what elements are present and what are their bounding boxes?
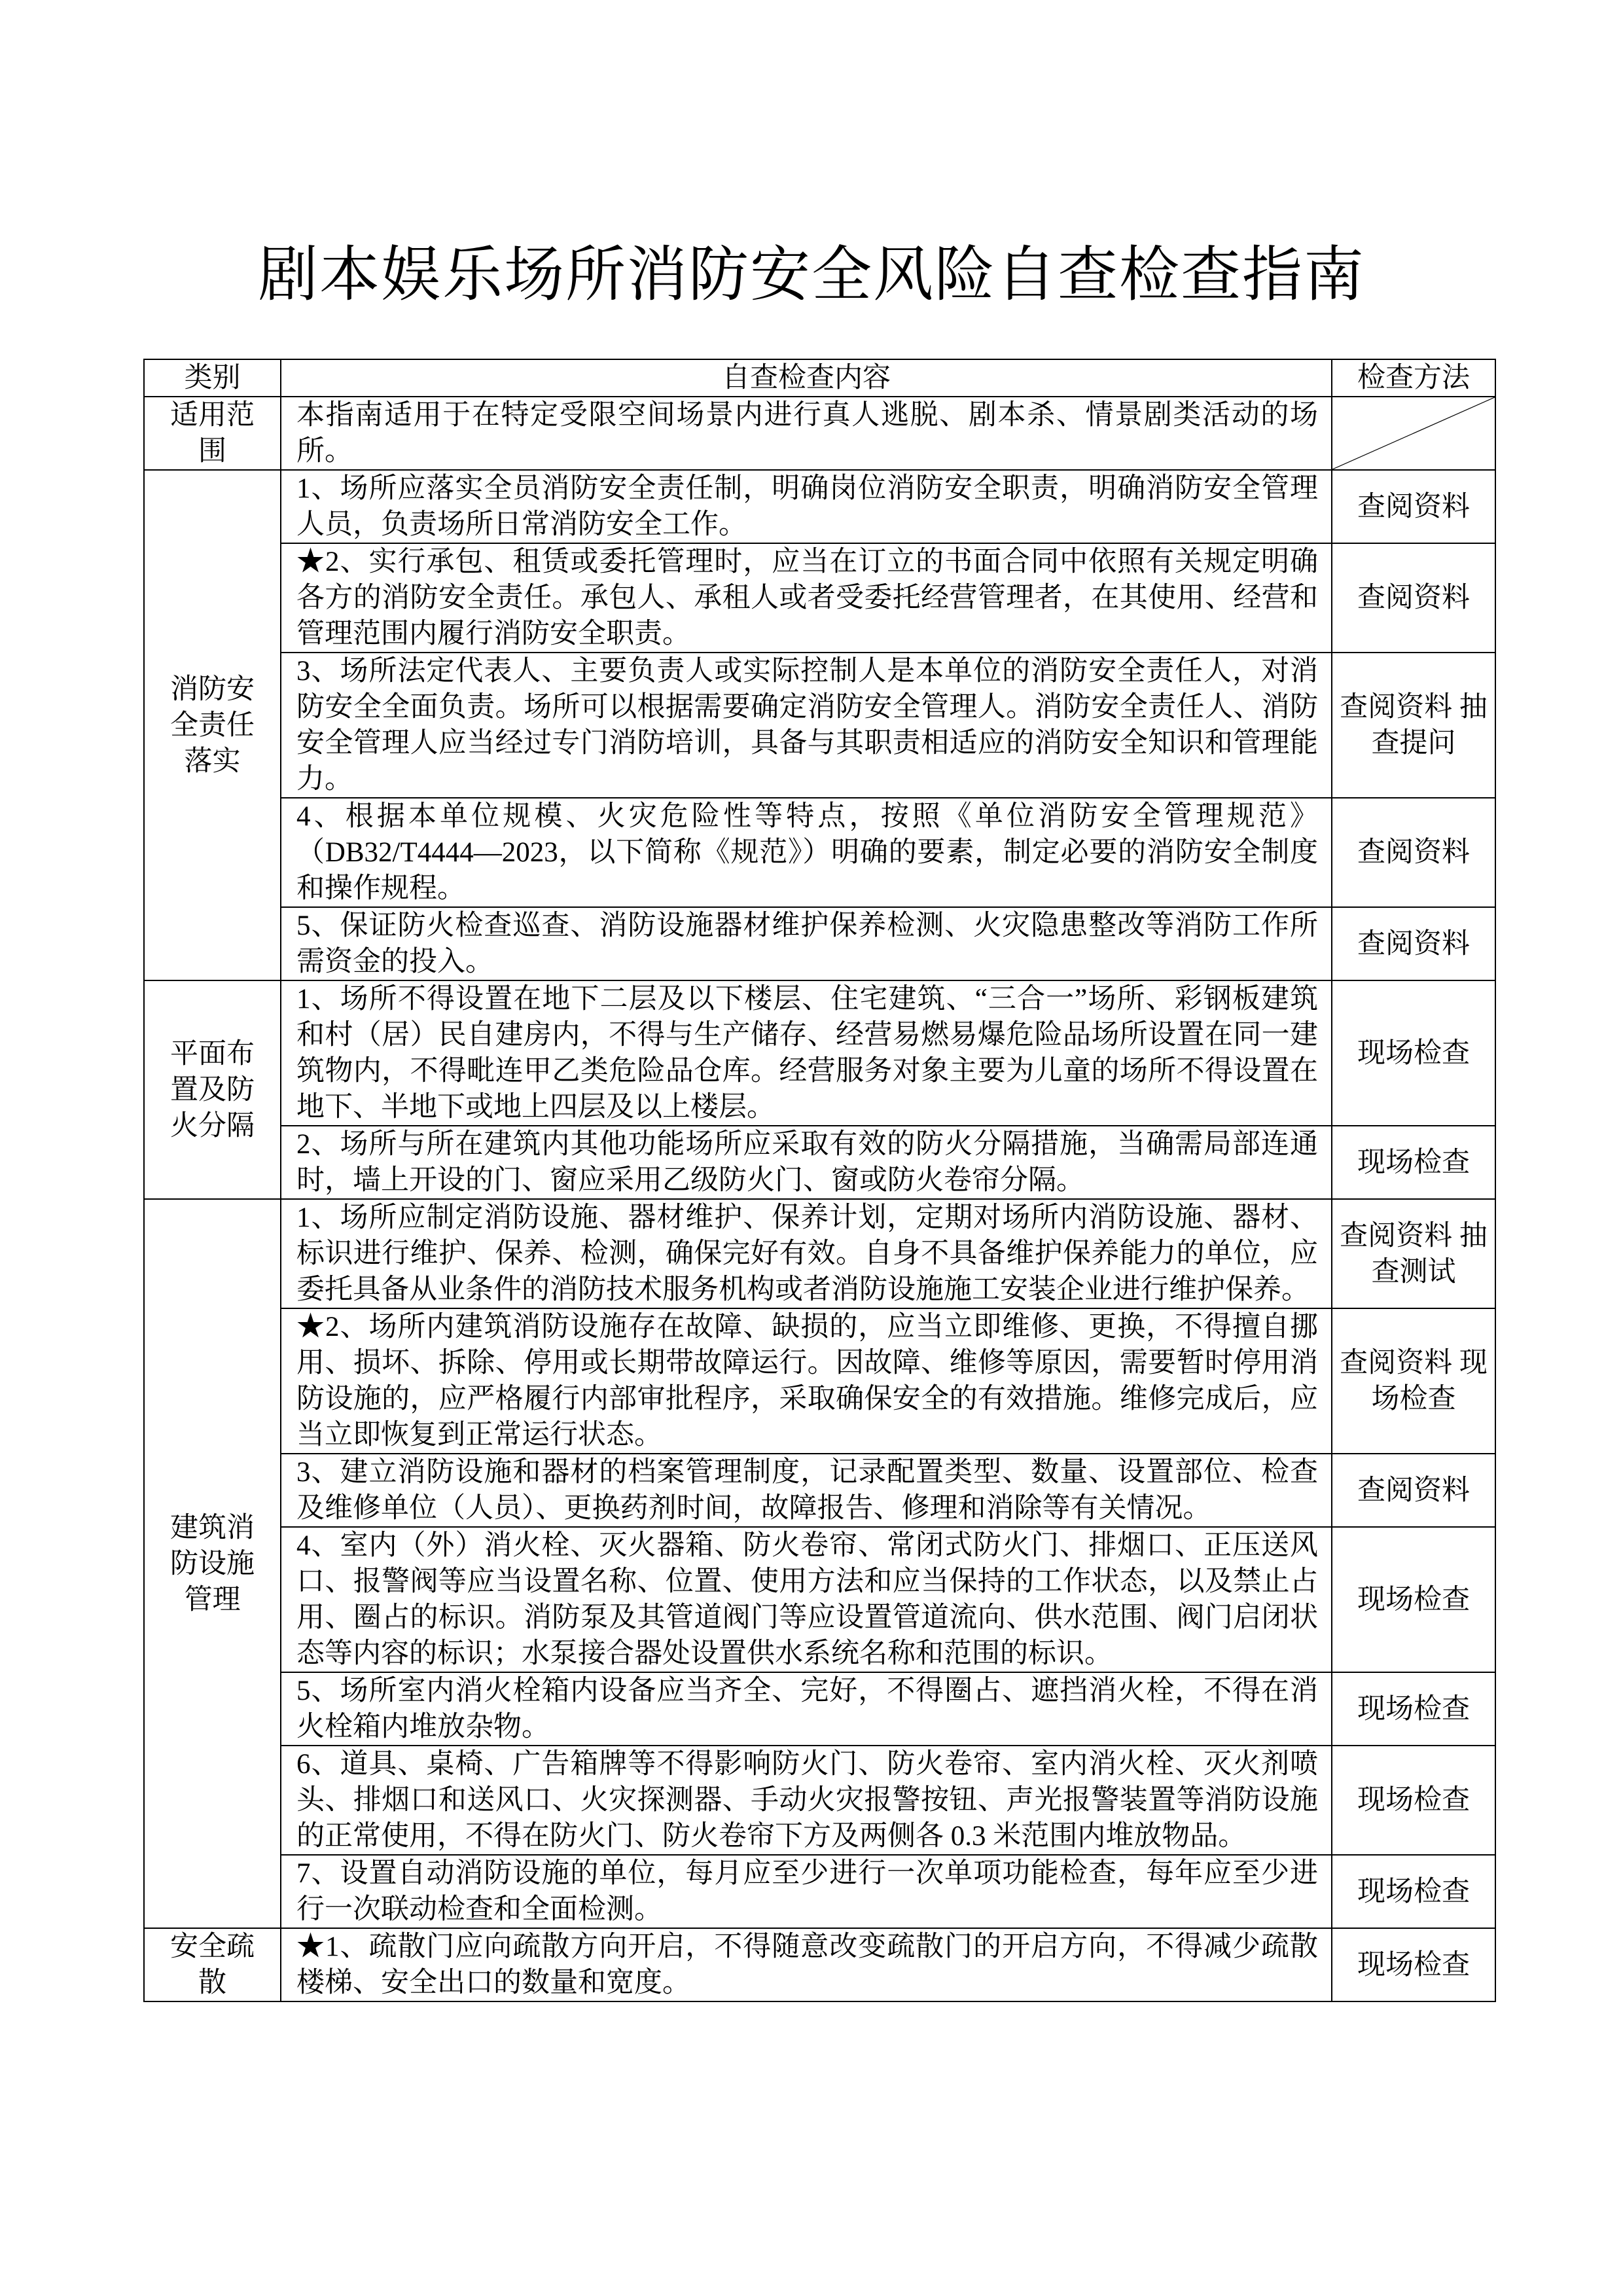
item-method: 查阅资料: [1332, 798, 1495, 907]
item-method: 查阅资料 现场检查: [1332, 1308, 1495, 1454]
item-content: 3、建立消防设施和器材的档案管理制度，记录配置类型、数量、设置部位、检查及维修单位（人员）、更换药剂时间，故障报告、修理和消除等有关情况。: [281, 1454, 1332, 1527]
item-content: 2、场所与所在建筑内其他功能场所应采取有效的防火分隔措施，当确需局部连通时，墙上开设的门、窗应采用乙级防火门、窗或防火卷帘分隔。: [281, 1126, 1332, 1199]
item-content: 5、场所室内消火栓箱内设备应当齐全、完好，不得圈占、遮挡消火栓，不得在消火栓箱内堆放杂物。: [281, 1672, 1332, 1746]
section-category: 平面布置及防火分隔: [144, 980, 281, 1199]
table-row: [144, 1308, 1495, 1454]
item-content: 1、场所应落实全员消防安全责任制，明确岗位消防安全职责，明确消防安全管理人员，负责场所日常消防安全工作。: [281, 470, 1332, 543]
table-row: [144, 1199, 1495, 1308]
item-method: 现场检查: [1332, 1855, 1495, 1928]
table-row: [144, 1454, 1495, 1527]
scope-content: 本指南适用于在特定受限空间场景内进行真人逃脱、剧本杀、情景剧类活动的场所。: [281, 397, 1332, 470]
header-content: 自查检查内容: [281, 359, 1332, 397]
item-content: 1、场所应制定消防设施、器材维护、保养计划，定期对场所内消防设施、器材、标识进行维护、保养、检测，确保完好有效。自身不具备维护保养能力的单位，应委托具备从业条件的消防技术服务机构或者消防设施施工安装企业进行维护保养。: [281, 1199, 1332, 1308]
document-title: 剧本娱乐场所消防安全风险自查检查指南: [257, 242, 1365, 308]
item-method: 查阅资料 抽查测试: [1332, 1199, 1495, 1308]
table-row: [144, 653, 1495, 798]
table-row: [144, 980, 1495, 1126]
section-category: 消防安全责任落实: [144, 470, 281, 980]
item-content: 4、根据本单位规模、火灾危险性等特点，按照《单位消防安全管理规范》（DB32/T4444—2023，以下简称《规范》）明确的要素，制定必要的消防安全制度和操作规程。: [281, 798, 1332, 907]
item-content: 3、场所法定代表人、主要负责人或实际控制人是本单位的消防安全责任人，对消防安全全面负责。场所可以根据需要确定消防安全管理人。消防安全责任人、消防安全管理人应当经过专门消防培训，具备与其职责相适应的消防安全知识和管理能力。: [281, 653, 1332, 798]
item-method: 查阅资料 抽查提问: [1332, 653, 1495, 798]
item-method: 现场检查: [1332, 980, 1495, 1126]
table-row: [144, 1855, 1495, 1928]
item-method: 现场检查: [1332, 1746, 1495, 1855]
table-row: [144, 798, 1495, 907]
diagonal-line: [1332, 397, 1495, 469]
table-row: [144, 1672, 1495, 1746]
item-content: 6、道具、桌椅、广告箱牌等不得影响防火门、防火卷帘、室内消火栓、灭火剂喷头、排烟口和送风口、火灾探测器、手动火灾报警按钮、声光报警装置等消防设施的正常使用，不得在防火门、防火卷帘下方及两侧各 0.3 米范围内堆放物品。: [281, 1746, 1332, 1855]
table-row: [144, 470, 1495, 543]
item-content: 4、室内（外）消火栓、灭火器箱、防火卷帘、常闭式防火门、排烟口、正压送风口、报警阀等应当设置名称、位置、使用方法和应当保持的工作状态，以及禁止占用、圈占的标识。消防泵及其管道阀门等应设置管道流向、供水范围、阀门启闭状态等内容的标识；水泵接合器处设置供水系统名称和范围的标识。: [281, 1527, 1332, 1672]
item-method: 现场检查: [1332, 1126, 1495, 1199]
item-content: ★1、疏散门应向疏散方向开启，不得随意改变疏散门的开启方向，不得减少疏散楼梯、安全出口的数量和宽度。: [281, 1928, 1332, 2001]
section-category: 安全疏散: [144, 1928, 281, 2001]
item-content: 5、保证防火检查巡查、消防设施器材维护保养检测、火灾隐患整改等消防工作所需资金的投入。: [281, 907, 1332, 980]
item-method: 查阅资料: [1332, 1454, 1495, 1527]
item-method: 查阅资料: [1332, 470, 1495, 543]
item-content: 7、设置自动消防设施的单位，每月应至少进行一次单项功能检查，每年应至少进行一次联动检查和全面检测。: [281, 1855, 1332, 1928]
table-row: [144, 1126, 1495, 1199]
header-method: 检查方法: [1332, 359, 1495, 397]
item-method: 现场检查: [1332, 1527, 1495, 1672]
scope-method-empty: [1332, 397, 1495, 470]
table-row: [144, 1928, 1495, 2001]
item-method: 查阅资料: [1332, 543, 1495, 653]
header-category: 类别: [144, 359, 281, 397]
section-category: 建筑消防设施管理: [144, 1199, 281, 1928]
item-method: 现场检查: [1332, 1672, 1495, 1746]
item-content: 1、场所不得设置在地下二层及以下楼层、住宅建筑、“三合一”场所、彩钢板建筑和村（居）民自建房内，不得与生产储存、经营易燃易爆危险品场所设置在同一建筑物内，不得毗连甲乙类危险品仓库。经营服务对象主要为儿童的场所不得设置在地下、半地下或地上四层及以上楼层。: [281, 980, 1332, 1126]
table-row: [144, 1746, 1495, 1855]
table-row: [144, 543, 1495, 653]
table-header-row: [144, 359, 1495, 397]
inspection-table: [143, 359, 1496, 2002]
table-row: [144, 1527, 1495, 1672]
item-content: ★2、实行承包、租赁或委托管理时，应当在订立的书面合同中依照有关规定明确各方的消防安全责任。承包人、承租人或者受委托经营管理者，在其使用、经营和管理范围内履行消防安全职责。: [281, 543, 1332, 653]
scope-category: 适用范围: [144, 397, 281, 470]
item-method: 现场检查: [1332, 1928, 1495, 2001]
item-method: 查阅资料: [1332, 907, 1495, 980]
scope-row: [144, 397, 1495, 470]
table-row: [144, 907, 1495, 980]
item-content: ★2、场所内建筑消防设施存在故障、缺损的，应当立即维修、更换，不得擅自挪用、损坏、拆除、停用或长期带故障运行。因故障、维修等原因，需要暂时停用消防设施的，应严格履行内部审批程序，采取确保安全的有效措施。维修完成后，应当立即恢复到正常运行状态。: [281, 1308, 1332, 1454]
